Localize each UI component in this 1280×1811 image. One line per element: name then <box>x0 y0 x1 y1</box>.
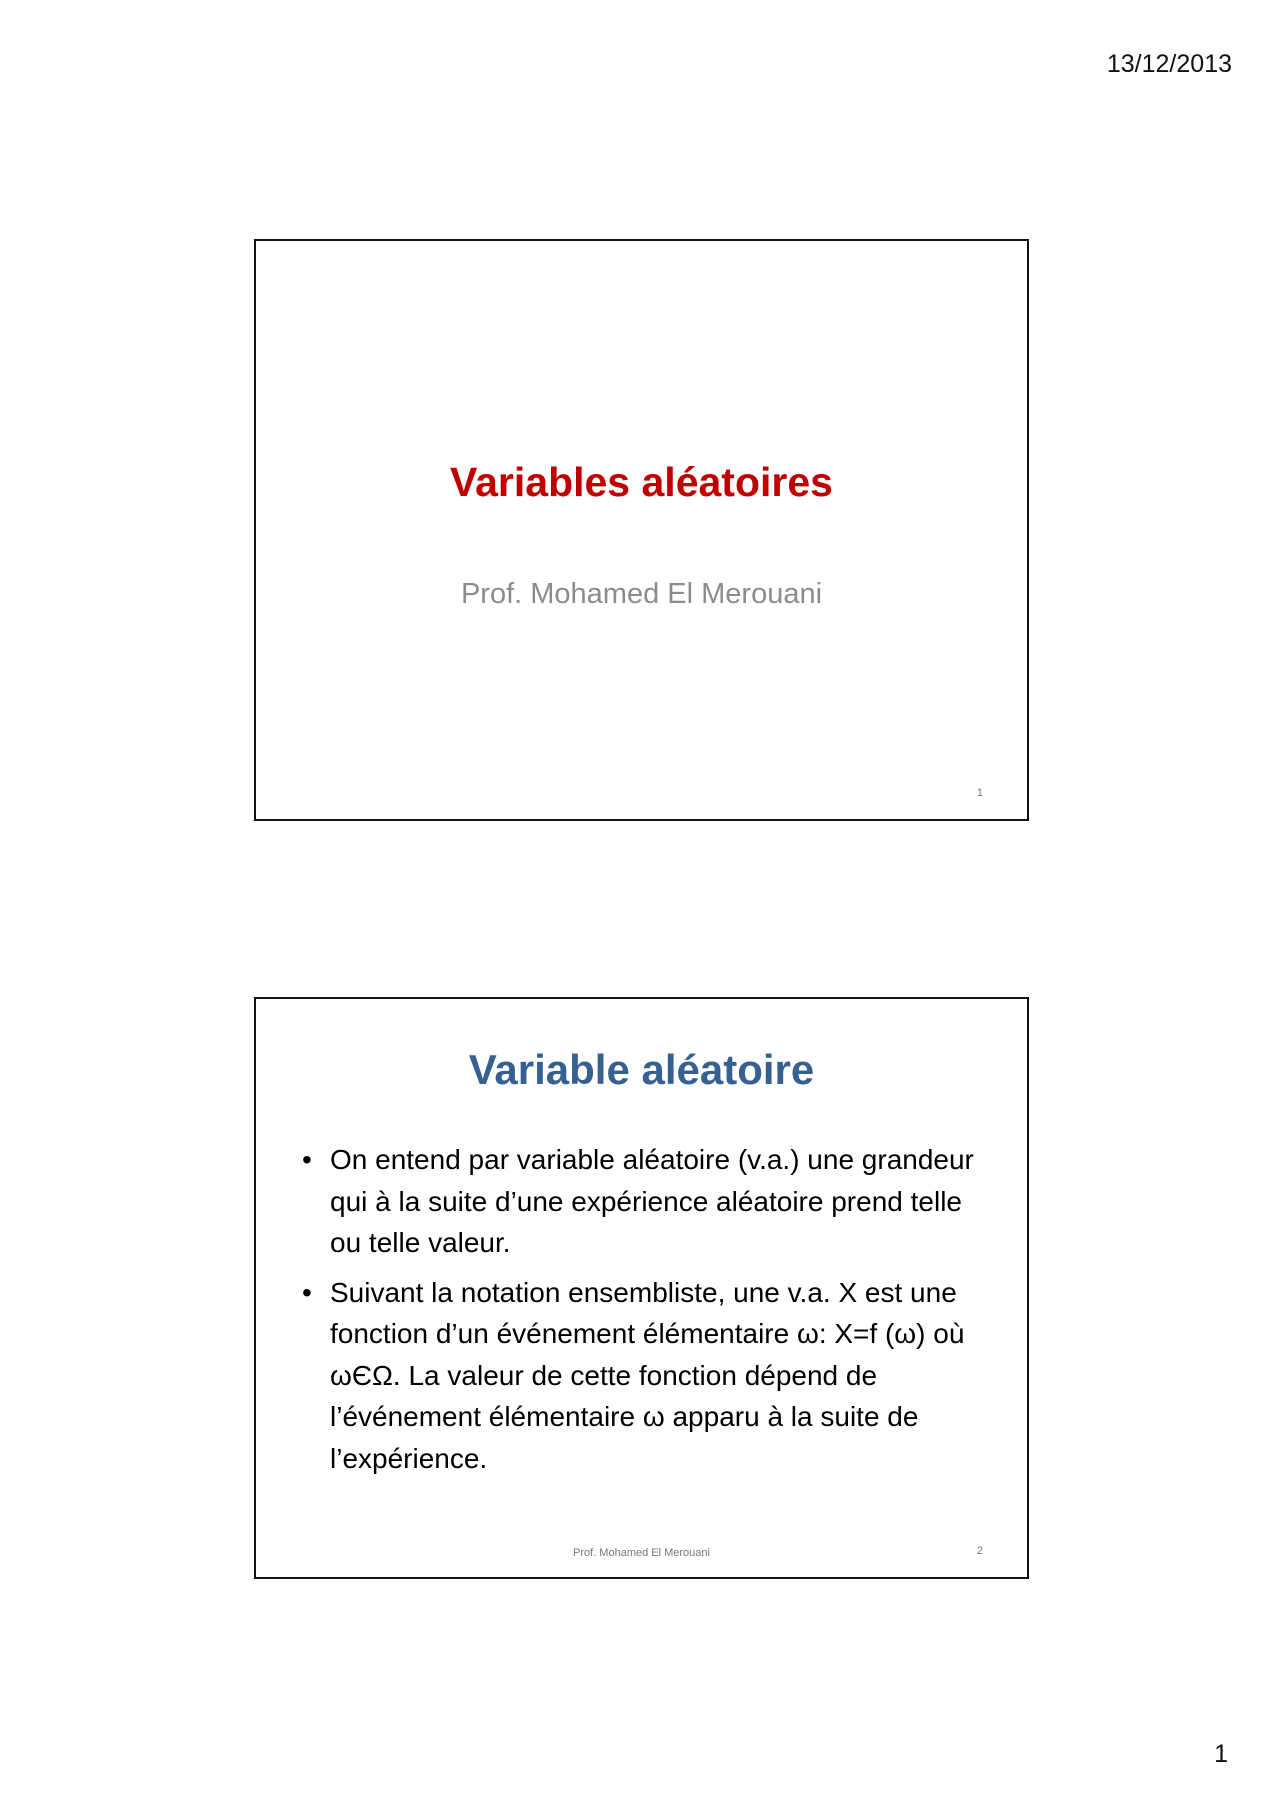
bullet-text: Suivant la notation ensembliste, une v.a. X est une fonction d’un événement élémentaire ω: X=f (ω) où ωЄΩ. La valeur de cette fonction dépend de l’événement élémentaire ω apparu à la suite de l’expérience. <box>330 1276 965 1474</box>
bullet-icon: • <box>302 1276 312 1308</box>
slide-1-title: Variables aléatoires <box>450 459 833 505</box>
page-date: 13/12/2013 <box>1106 50 1232 78</box>
bullet-item <box>300 1272 987 1480</box>
bullet-list <box>300 1139 987 1487</box>
bullet-item <box>300 1139 987 1264</box>
slide-2 <box>254 997 1029 1579</box>
page-number: 1 <box>1214 1740 1228 1768</box>
slide-1-number: 1 <box>976 787 983 799</box>
slide-1 <box>254 239 1029 821</box>
slide-2-number: 2 <box>976 1545 983 1557</box>
slide-2-title: Variable aléatoire <box>468 1046 815 1093</box>
bullet-icon: • <box>302 1144 312 1175</box>
slide-1-subtitle: Prof. Mohamed El Merouani <box>460 578 823 610</box>
slide-2-footer: Prof. Mohamed El Merouani <box>573 1547 710 1559</box>
bullet-text: On entend par variable aléatoire (v.a.) une grandeur qui à la suite d’une expérience aléatoire prend telle ou telle valeur. <box>330 1144 974 1258</box>
